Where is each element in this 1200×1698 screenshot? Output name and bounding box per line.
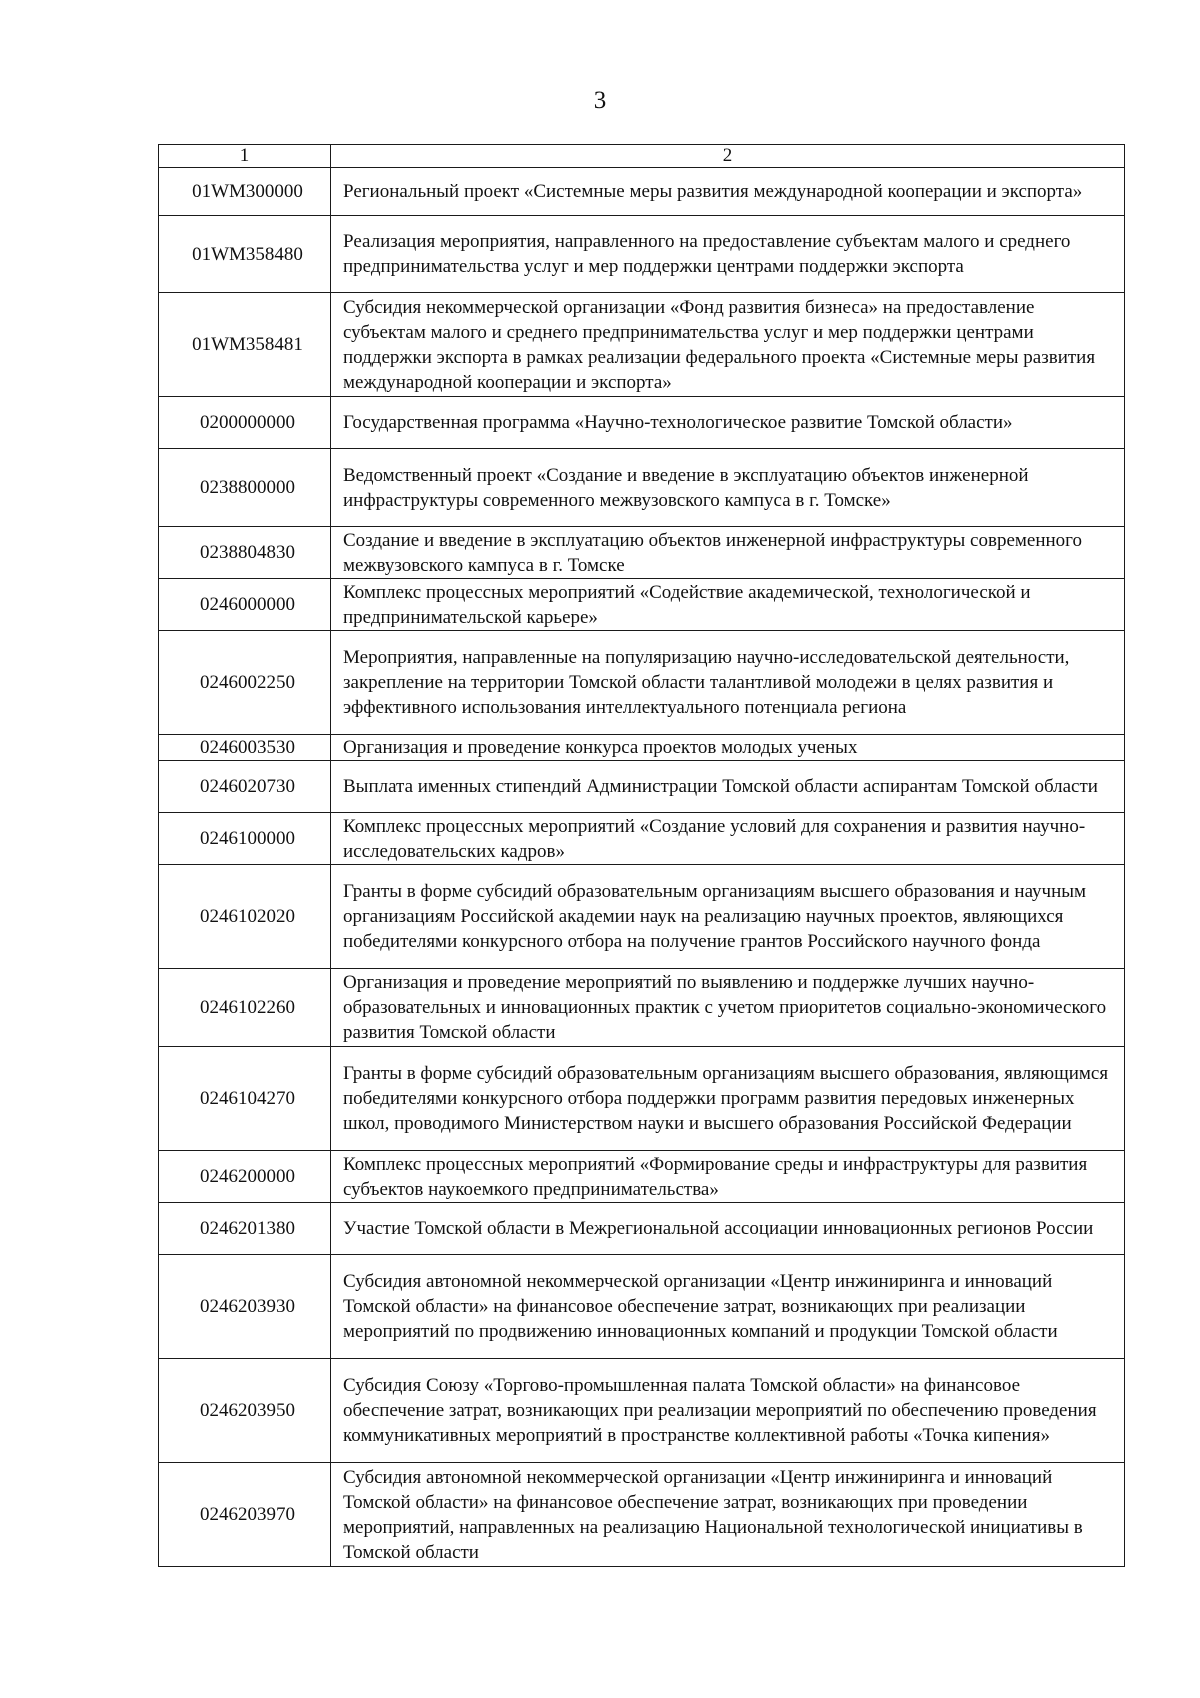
row-code: 0246104270 bbox=[159, 1047, 331, 1151]
table-row bbox=[159, 293, 1125, 397]
row-name: Субсидия Союзу «Торгово-промышленная палата Томской области» на финансовое обеспечение затрат, возникающих при реализации мероприятий по обеспечению проведения коммуникативных мероприятий в пространстве коллективной работы «Точка кипения» bbox=[331, 1359, 1125, 1463]
row-name: Создание и введение в эксплуатацию объектов инженерной инфраструктуры современного межвузовского кампуса в г. Томске bbox=[331, 527, 1125, 579]
table-row bbox=[159, 1359, 1125, 1463]
table-row bbox=[159, 1255, 1125, 1359]
row-name: Гранты в форме субсидий образовательным организациям высшего образования и научным организациям Российской академии наук на реализацию научных проектов, являющихся победителями конкурсного отбора на получение грантов Российского научного фонда bbox=[331, 865, 1125, 969]
row-code: 0246020730 bbox=[159, 761, 331, 813]
row-code: 0246201380 bbox=[159, 1203, 331, 1255]
row-name: Реализация мероприятия, направленного на предоставление субъектам малого и среднего предпринимательства услуг и мер поддержки центрами поддержки экспорта bbox=[331, 216, 1125, 293]
row-code: 0246102260 bbox=[159, 969, 331, 1047]
column-header-code: 1 bbox=[159, 145, 331, 168]
table-header-row bbox=[159, 145, 1125, 168]
row-code: 0238804830 bbox=[159, 527, 331, 579]
row-name: Комплекс процессных мероприятий «Формирование среды и инфраструктуры для развития субъектов наукоемкого предпринимательства» bbox=[331, 1151, 1125, 1203]
row-name: Государственная программа «Научно-технологическое развитие Томской области» bbox=[331, 397, 1125, 449]
row-name: Организация и проведение мероприятий по выявлению и поддержке лучших научно-образовательных и инновационных практик с учетом приоритетов социально-экономического развития Томской области bbox=[331, 969, 1125, 1047]
table-row bbox=[159, 631, 1125, 735]
row-name: Комплекс процессных мероприятий «Содействие академической, технологической и предпринимательской карьере» bbox=[331, 579, 1125, 631]
table-row bbox=[159, 1203, 1125, 1255]
row-code: 0246203970 bbox=[159, 1463, 331, 1567]
budget-classification-table bbox=[158, 144, 1125, 1567]
table-row bbox=[159, 1463, 1125, 1567]
table-row bbox=[159, 735, 1125, 761]
row-code: 0246100000 bbox=[159, 813, 331, 865]
row-name: Организация и проведение конкурса проектов молодых ученых bbox=[331, 735, 1125, 761]
table-row bbox=[159, 813, 1125, 865]
row-name: Комплекс процессных мероприятий «Создание условий для сохранения и развития научно-исследовательских кадров» bbox=[331, 813, 1125, 865]
row-name: Субсидия автономной некоммерческой организации «Центр инжиниринга и инноваций Томской области» на финансовое обеспечение затрат, возникающих при реализации мероприятий по продвижению инновационных компаний и продукции Томской области bbox=[331, 1255, 1125, 1359]
table-row bbox=[159, 449, 1125, 527]
row-code: 01WM358480 bbox=[159, 216, 331, 293]
row-name: Гранты в форме субсидий образовательным организациям высшего образования, являющимся победителями конкурсного отбора поддержки программ развития передовых инженерных школ, проводимого Министерством науки и высшего образования Российской Федерации bbox=[331, 1047, 1125, 1151]
row-name: Субсидия некоммерческой организации «Фонд развития бизнеса» на предоставление субъектам малого и среднего предпринимательства услуг и мер поддержки центрами поддержки экспорта в рамках реализации федерального проекта «Системные меры развития международной кооперации и экспорта» bbox=[331, 293, 1125, 397]
row-code: 0246002250 bbox=[159, 631, 331, 735]
row-name: Субсидия автономной некоммерческой организации «Центр инжиниринга и инноваций Томской области» на финансовое обеспечение затрат, возникающих при проведении мероприятий, направленных на реализацию Национальной технологической инициативы в Томской области bbox=[331, 1463, 1125, 1567]
row-code: 01WM358481 bbox=[159, 293, 331, 397]
row-name: Выплата именных стипендий Администрации Томской области аспирантам Томской области bbox=[331, 761, 1125, 813]
row-code: 0246200000 bbox=[159, 1151, 331, 1203]
row-code: 01WM300000 bbox=[159, 168, 331, 216]
column-header-name: 2 bbox=[331, 145, 1125, 168]
row-name: Участие Томской области в Межрегиональной ассоциации инновационных регионов России bbox=[331, 1203, 1125, 1255]
row-code: 0246003530 bbox=[159, 735, 331, 761]
row-code: 0246203930 bbox=[159, 1255, 331, 1359]
table-row bbox=[159, 168, 1125, 216]
page-number: 3 bbox=[593, 87, 607, 114]
table-row bbox=[159, 397, 1125, 449]
row-name: Мероприятия, направленные на популяризацию научно-исследовательской деятельности, закрепление на территории Томской области талантливой молодежи в целях развития и эффективного использования интеллектуального потенциала региона bbox=[331, 631, 1125, 735]
row-code: 0200000000 bbox=[159, 397, 331, 449]
row-name: Региональный проект «Системные меры развития международной кооперации и экспорта» bbox=[331, 168, 1125, 216]
row-code: 0238800000 bbox=[159, 449, 331, 527]
row-code: 0246203950 bbox=[159, 1359, 331, 1463]
row-code: 0246102020 bbox=[159, 865, 331, 969]
table-row bbox=[159, 579, 1125, 631]
row-name: Ведомственный проект «Создание и введение в эксплуатацию объектов инженерной инфраструктуры современного межвузовского кампуса в г. Томске» bbox=[331, 449, 1125, 527]
table-row bbox=[159, 1151, 1125, 1203]
table-row bbox=[159, 761, 1125, 813]
table-row bbox=[159, 216, 1125, 293]
table-row bbox=[159, 527, 1125, 579]
table-row bbox=[159, 969, 1125, 1047]
row-code: 0246000000 bbox=[159, 579, 331, 631]
table-row bbox=[159, 1047, 1125, 1151]
table-row bbox=[159, 865, 1125, 969]
